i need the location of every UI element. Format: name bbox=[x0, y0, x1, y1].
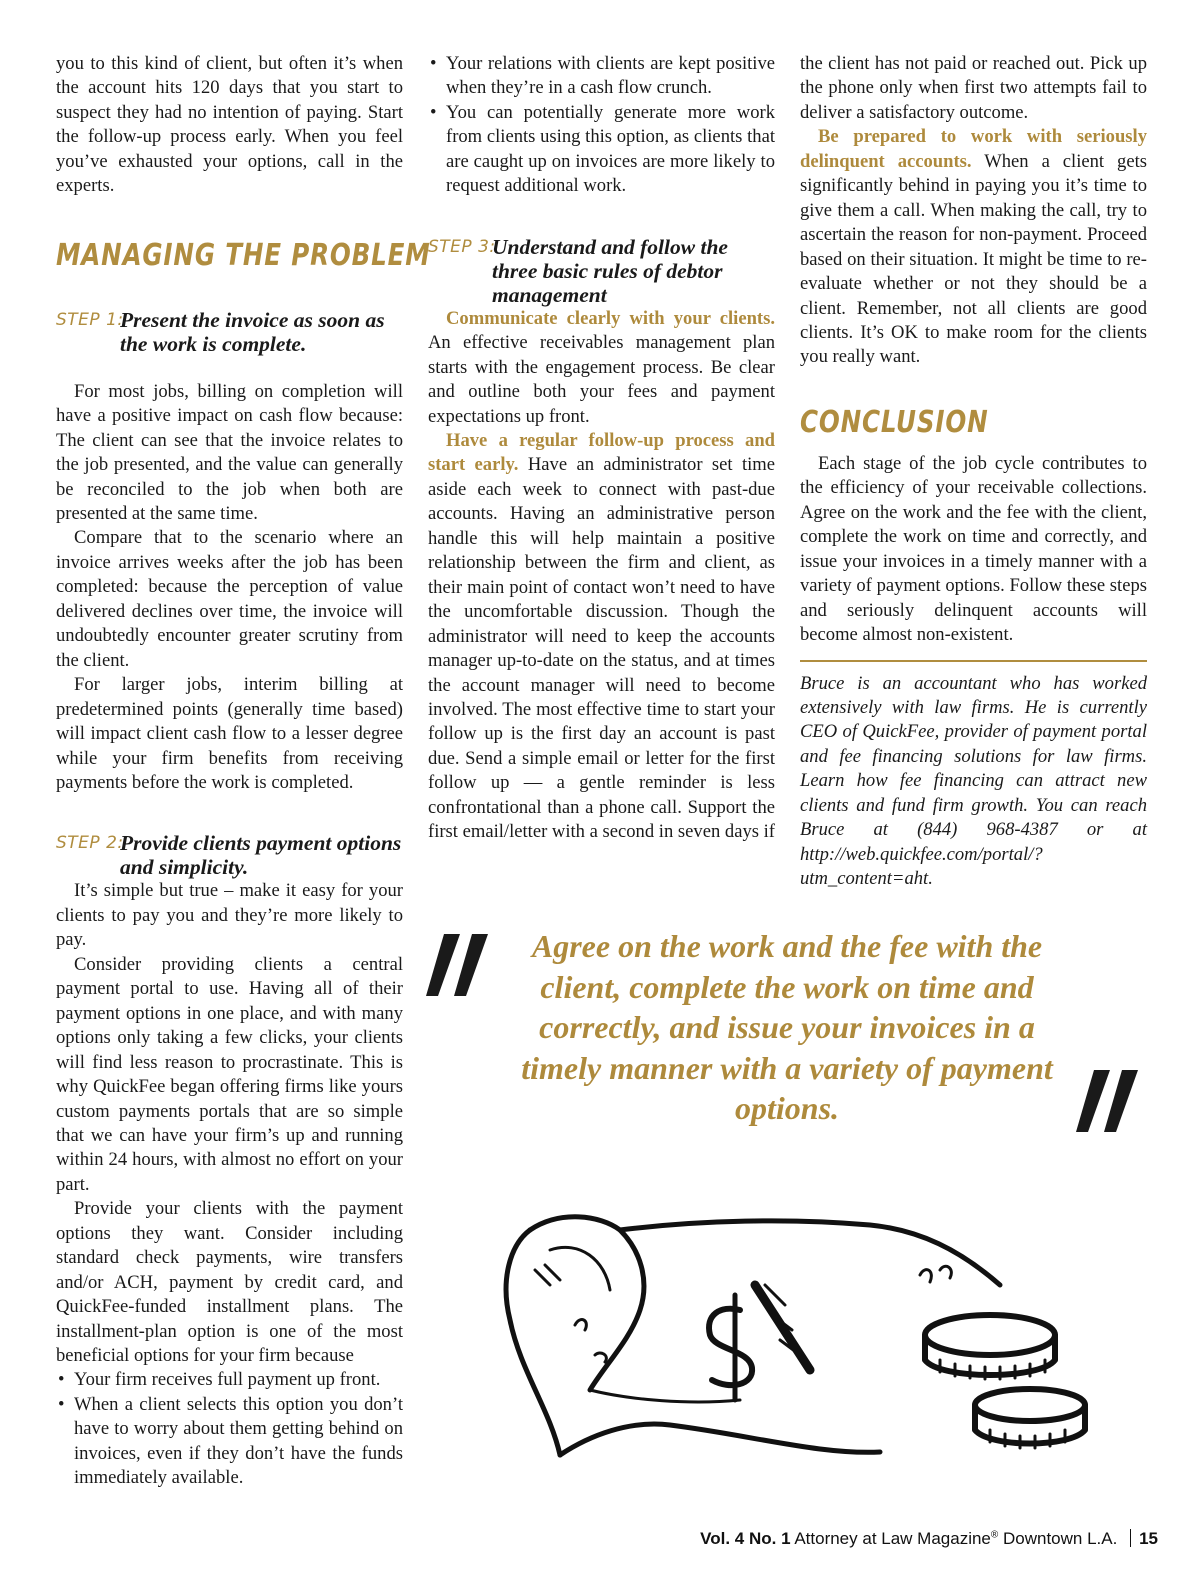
pull-quote: Agree on the work and the fee with the client, complete the work on time and correctly, and issue your invoices in a timely manner with a variety of payment options. bbox=[521, 928, 1053, 1126]
installment-benefits-list-continued bbox=[428, 52, 775, 199]
installment-benefits-list bbox=[56, 1368, 403, 1490]
step-2-tag: STEP 2: bbox=[56, 833, 124, 854]
rule-1-text: An effective receivables management plan starts with the engagement process. Be clear and outline both your fees and payment expectations up front. bbox=[428, 332, 775, 427]
footer-edition: Downtown L.A. bbox=[1003, 1529, 1118, 1548]
bio-divider bbox=[800, 660, 1147, 662]
step-2-heading bbox=[56, 831, 403, 879]
list-item: • Your firm receives full payment up front. bbox=[56, 1368, 403, 1392]
column-1 bbox=[56, 52, 431, 1491]
page-footer bbox=[700, 1529, 1158, 1549]
footer-registered-mark: ® bbox=[990, 1529, 999, 1541]
step-2-paragraph-2: Consider providing clients a central payment portal to use. Having all of their payment options in one place, and with many options only taking a few clicks, your clients will find less reason to procrastinate. This is why QuickFee began offering firms like yours custom payments portals that are so simple that we can have your firm’s up and running within 24 hours, with almost no effort on your part. bbox=[56, 953, 403, 1195]
list-item: • You can potentially generate more work from clients using this option, as clients that are caught up on invoices are more likely to request additional work. bbox=[428, 101, 775, 199]
rule-3-lead: Be prepared to work with seriously delinquent accounts. bbox=[800, 126, 1147, 172]
rule-1-paragraph bbox=[428, 307, 775, 429]
step-1-title: Present the invoice as soon as the work is complete. bbox=[120, 307, 385, 356]
continued-paragraph: the client has not paid or reached out. Pick up the phone only when first two attempts fail to deliver a satisfactory outcome. bbox=[800, 53, 1147, 123]
rule-2-paragraph bbox=[428, 429, 775, 845]
footer-page-number: 15 bbox=[1139, 1529, 1158, 1548]
step-3-tag: STEP 3: bbox=[428, 236, 496, 257]
rule-2-lead: Have a regular follow-up process and start early. bbox=[428, 429, 775, 476]
footer-separator bbox=[1130, 1529, 1131, 1547]
step-1-paragraph-3: For larger jobs, interim billing at predetermined points (generally time based) will impact client cash flow to a lesser degree while your firm benefits from receiving payments before the work is completed. bbox=[56, 674, 403, 793]
section-heading-managing: MANAGING THE PROBLEM bbox=[56, 237, 431, 273]
column-2 bbox=[428, 52, 775, 845]
rule-3-text: When a client gets significantly behind in paying you it’s time to give them a call. When making the call, try to ascertain the reason for non-payment. Proceed based on their situation. It might be time to re-evaluate whether or not they should be a client. Remember, not all clients are good clients. It’s OK to make room for the clients you really want. bbox=[800, 150, 1147, 368]
section-heading-conclusion: CONCLUSION bbox=[800, 404, 989, 440]
rule-3-paragraph bbox=[800, 125, 1147, 370]
footer-volume: Vol. 4 No. 1 bbox=[700, 1529, 791, 1548]
step-2-paragraph-3: Provide your clients with the payment options they want. Consider including standard check payments, wire transfers and/or ACH, payment by credit card, and QuickFee-funded installment plans. The installment-plan option is one of the most beneficial options for your firm because bbox=[56, 1198, 403, 1367]
rule-1-lead: Communicate clearly with your clients. bbox=[446, 307, 775, 329]
list-item: • When a client selects this option you don’t have to worry about them getting behind on invoices, even if they don’t have the funds immediately available. bbox=[56, 1393, 403, 1491]
list-item: • Your relations with clients are kept positive when they’re in a cash flow crunch. bbox=[428, 52, 775, 101]
money-illustration bbox=[490, 1190, 1140, 1490]
dollar-sign-icon bbox=[709, 1285, 810, 1400]
step-2-paragraph-1: It’s simple but true – make it easy for your clients to pay you and they’re more likely to pay. bbox=[56, 880, 403, 951]
intro-paragraph: you to this kind of client, but often it’s when the account hits 120 days that you start to suspect they had no intention of paying. Start the follow-up process early. When you feel you’ve exhausted your options, call in the experts. bbox=[56, 53, 403, 197]
step-1-heading bbox=[56, 308, 403, 356]
rule-2-text: Have an administrator set time aside each week to connect with past-due accounts. Having an administrative person handle this will help maintain a positive relationship between the firm and client, as their main point of contact won’t need to have the uncomfortable discussion. Though the administrator will need to keep the accounts manager up-to-date on the status, and at times the account manager will need to become involved. The most effective time to start your follow up is the first day an account is past due. Send a simple email or letter for the first follow up — a gentle reminder is less confrontational than a phone call. Support the first email/letter with a second in seven days if bbox=[428, 454, 775, 843]
step-3-title: Understand and follow the three basic rules of debtor management bbox=[492, 234, 728, 307]
close-quote-mark-icon bbox=[1072, 1066, 1152, 1136]
coins-stack-icon bbox=[925, 1315, 1085, 1448]
footer-magazine: Attorney at Law Magazine bbox=[794, 1529, 991, 1548]
open-quote-mark-icon bbox=[424, 930, 504, 1000]
step-1-tag: STEP 1: bbox=[56, 309, 124, 330]
step-3-heading bbox=[428, 235, 775, 307]
step-1-paragraph-2: Compare that to the scenario where an invoice arrives weeks after the job has been completed: because the perception of value delivered declines over time, the invoice will undoubtedly encounter greater scrutiny from the client. bbox=[56, 527, 403, 671]
step-2-title: Provide clients payment options and simplicity. bbox=[120, 831, 402, 880]
step-1-paragraph-1: For most jobs, billing on completion will have a positive impact on cash flow because: The client can see that the invoice relates to the job presented, and the value can generally be reconciled to the job when both are presented at the same time. bbox=[56, 380, 403, 524]
author-bio: Bruce is an accountant who has worked extensively with law firms. He is currently CEO of QuickFee, provider of payment portal and fee financing solutions for law firms. Learn how fee financing can attract new clients and fund firm growth. You can reach Bruce at (844) 968-4387 or at http://web.quickfee.com/portal/?utm_content=aht. bbox=[800, 672, 1147, 890]
conclusion-paragraph: Each stage of the job cycle contributes to the efficiency of your receivable collections. Agree on the work and the fee with the client, complete the work on time and correctly, and issue your invoices in a timely manner with a variety of payment options. Follow these steps and seriously delinquent accounts will become almost non-existent. bbox=[800, 452, 1147, 646]
column-3 bbox=[800, 52, 1147, 892]
